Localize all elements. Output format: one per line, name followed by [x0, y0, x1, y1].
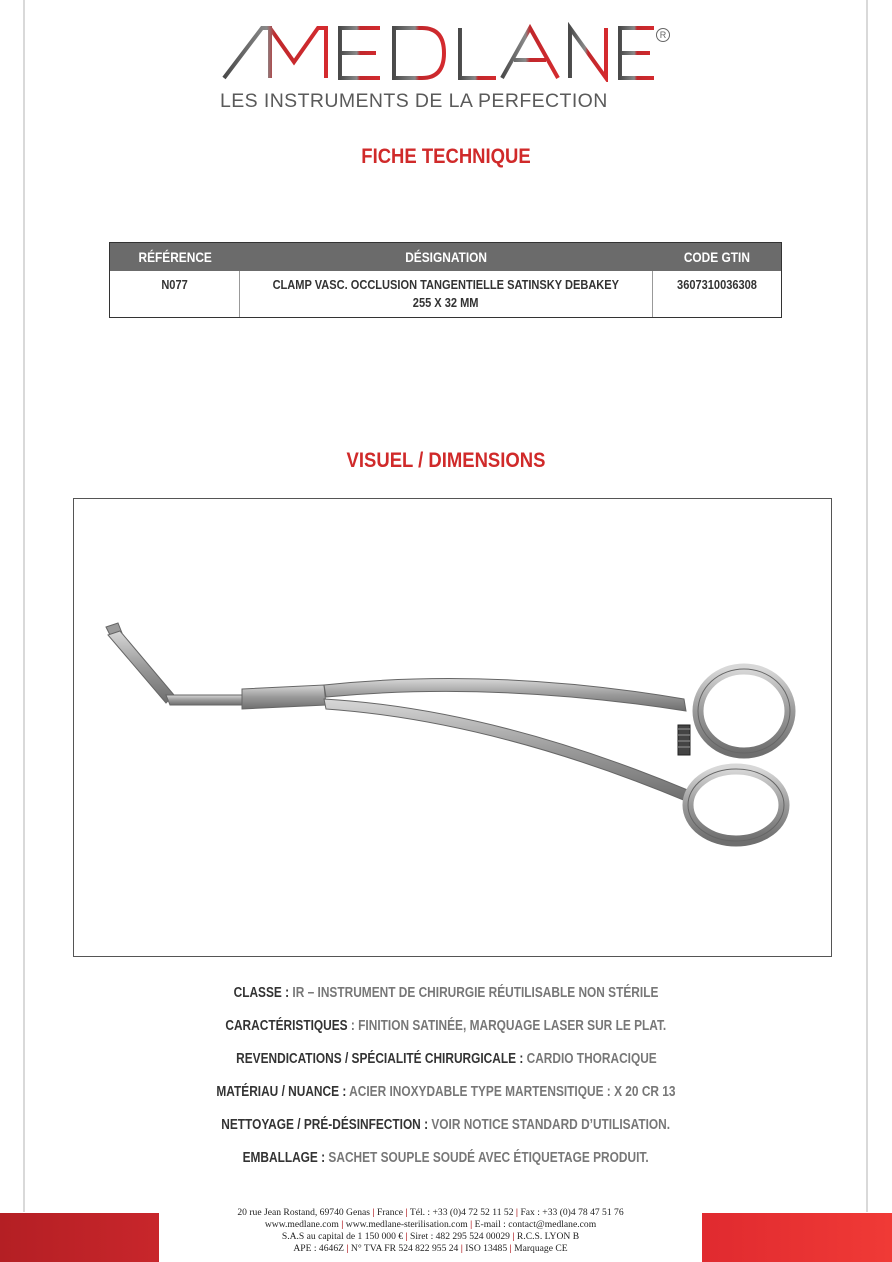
footer-red-bar-left [0, 1213, 159, 1262]
medlane-logo [218, 22, 678, 117]
fiche-technique-title: FICHE TECHNIQUE [361, 145, 531, 168]
footer [0, 1207, 892, 1262]
spec-caracteristiques: CARACTÉRISTIQUES : FINITION SATINÉE, MARQUAGE LASER SUR LE PLAT. [225, 1018, 667, 1034]
cell-reference: N077 [110, 271, 240, 317]
footer-line-web: www.medlane.com | www.medlane-sterilisation.com | E-mail : contact@medlane.com [264, 1219, 597, 1230]
footer-line-certifications: APE : 4646Z | N° TVA FR 524 822 955 24 | ISO 13485 | Marquage CE [293, 1243, 568, 1254]
footer-line-legal: S.A.S au capital de 1 150 000 € | Siret : 482 295 524 00029 | R.C.S. LYON B [281, 1231, 580, 1242]
footer-red-bar-right [702, 1213, 892, 1262]
header-designation: DÉSIGNATION [405, 249, 488, 265]
medlane-wordmark [218, 22, 658, 82]
spec-revendications: REVENDICATIONS / SPÉCIALITÉ CHIRURGICALE : CARDIO THORACIQUE [235, 1051, 657, 1067]
spec-nettoyage: NETTOYAGE / PRÉ-DÉSINFECTION : VOIR NOTICE STANDARD D’UTILISATION. [221, 1117, 671, 1133]
clamp-illustration [74, 499, 831, 956]
table-header [110, 243, 781, 271]
cell-designation: CLAMP VASC. OCCLUSION TANGENTIELLE SATINSKY DEBAKEY 255 X 32 MM [240, 271, 654, 317]
link-medlane-sterilisation[interactable]: www.medlane-sterilisation.com [345, 1219, 468, 1230]
link-medlane[interactable]: www.medlane.com [264, 1219, 339, 1230]
header-gtin: CODE GTIN [684, 249, 751, 265]
spec-materiau: MATÉRIAU / NUANCE : ACIER INOXYDABLE TYPE MARTENSITIQUE : X 20 CR 13 [216, 1084, 676, 1100]
spec-classe: CLASSE : IR – INSTRUMENT DE CHIRURGIE RÉUTILISABLE NON STÉRILE [233, 985, 659, 1001]
registered-mark: R [656, 28, 670, 42]
cell-gtin: 3607310036308 [677, 277, 758, 292]
brand-tagline: LES INSTRUMENTS DE LA PERFECTION [220, 90, 608, 112]
table-row [110, 271, 781, 317]
header-reference: RÉFÉRENCE [138, 249, 212, 265]
footer-contact-info [159, 1207, 702, 1255]
footer-line-address: 20 rue Jean Rostand, 69740 Genas | France | Tél. : +33 (0)4 72 52 11 52 | Fax : +33 (0)4 78 47 51 76 [237, 1207, 624, 1218]
reference-table [109, 242, 782, 318]
specifications-list [0, 985, 892, 1183]
email-contact[interactable]: E-mail : contact@medlane.com [474, 1219, 597, 1230]
product-visual-frame [73, 498, 832, 957]
spec-emballage: EMBALLAGE : SACHET SOUPLE SOUDÉ AVEC ÉTIQUETAGE PRODUIT. [242, 1150, 650, 1166]
visuel-dimensions-title: VISUEL / DIMENSIONS [346, 449, 546, 472]
